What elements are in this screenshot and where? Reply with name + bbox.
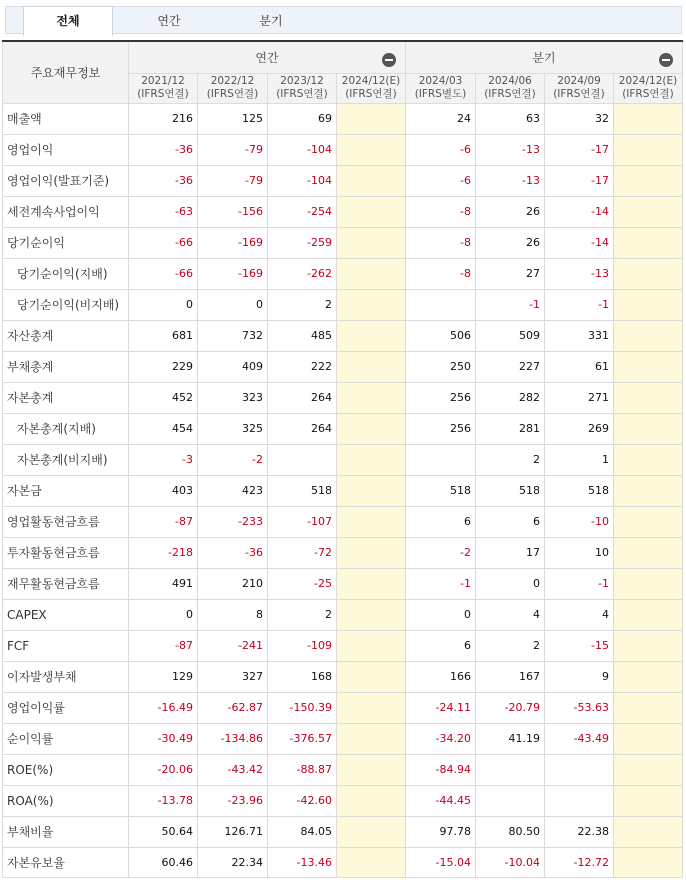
value-cell <box>614 320 683 351</box>
value-cell <box>268 444 337 475</box>
value-cell: -66 <box>129 258 198 289</box>
value-cell <box>337 692 406 723</box>
table-row <box>3 227 683 258</box>
value-cell: 24 <box>406 103 476 134</box>
table-row <box>3 506 683 537</box>
value-cell: -107 <box>268 506 337 537</box>
value-cell: 271 <box>545 382 614 413</box>
value-cell <box>614 444 683 475</box>
value-cell: -15 <box>545 630 614 661</box>
period-basis: (IFRS연결) <box>206 88 259 100</box>
collapse-annual-icon[interactable] <box>382 53 396 67</box>
value-cell: 6 <box>476 506 545 537</box>
value-cell <box>337 134 406 165</box>
table-row <box>3 165 683 196</box>
value-cell <box>476 754 545 785</box>
value-cell <box>406 444 476 475</box>
value-cell: 126.71 <box>198 816 268 847</box>
value-cell <box>614 227 683 258</box>
table-row <box>3 847 683 877</box>
value-cell <box>614 258 683 289</box>
value-cell: 97.78 <box>406 816 476 847</box>
value-cell <box>337 103 406 134</box>
value-cell <box>545 754 614 785</box>
value-cell: -218 <box>129 537 198 568</box>
period-basis: (IFRS연결) <box>484 88 536 100</box>
value-cell: -1 <box>545 568 614 599</box>
value-cell: -42.60 <box>268 785 337 816</box>
value-cell <box>614 630 683 661</box>
value-cell <box>614 475 683 506</box>
value-cell <box>614 847 683 877</box>
tab-annual[interactable]: 연간 <box>157 14 181 28</box>
table-row <box>3 661 683 692</box>
value-cell: -104 <box>268 134 337 165</box>
value-cell: 485 <box>268 320 337 351</box>
value-cell: 323 <box>198 382 268 413</box>
value-cell: -6 <box>406 165 476 196</box>
value-cell: 50.64 <box>129 816 198 847</box>
value-cell <box>337 475 406 506</box>
value-cell: 32 <box>545 103 614 134</box>
table-row <box>3 351 683 382</box>
value-cell: 129 <box>129 661 198 692</box>
value-cell: 10 <box>545 537 614 568</box>
value-cell: -13 <box>545 258 614 289</box>
value-cell <box>614 537 683 568</box>
value-cell: 216 <box>129 103 198 134</box>
row-label: 영업이익 <box>3 134 129 165</box>
row-label: 당기순이익 <box>3 227 129 258</box>
value-cell <box>337 785 406 816</box>
value-cell: -1 <box>545 289 614 320</box>
value-cell: -24.11 <box>406 692 476 723</box>
value-cell: 210 <box>198 568 268 599</box>
period-basis: (IFRS연결) <box>137 88 189 100</box>
value-cell: 227 <box>476 351 545 382</box>
row-label: CAPEX <box>3 599 129 630</box>
value-cell: -169 <box>198 227 268 258</box>
value-cell: -8 <box>406 227 476 258</box>
value-cell: 26 <box>476 196 545 227</box>
value-cell: 8 <box>198 599 268 630</box>
value-cell: 2 <box>268 289 337 320</box>
value-cell: 282 <box>476 382 545 413</box>
value-cell: -13.78 <box>129 785 198 816</box>
value-cell <box>614 103 683 134</box>
value-cell: -43.42 <box>198 754 268 785</box>
value-cell: -79 <box>198 134 268 165</box>
value-cell: -15.04 <box>406 847 476 877</box>
value-cell: 264 <box>268 382 337 413</box>
row-label: 매출액 <box>3 103 129 134</box>
table-row <box>3 599 683 630</box>
row-label: 자본총계(지배) <box>3 413 129 444</box>
row-label: 영업이익률 <box>3 692 129 723</box>
value-cell: 4 <box>545 599 614 630</box>
value-cell: 6 <box>406 630 476 661</box>
financial-summary-table <box>2 40 683 878</box>
value-cell: -134.86 <box>198 723 268 754</box>
value-cell <box>614 754 683 785</box>
value-cell <box>337 227 406 258</box>
row-label: 자본총계 <box>3 382 129 413</box>
value-cell <box>337 630 406 661</box>
value-cell: -44.45 <box>406 785 476 816</box>
row-label: ROA(%) <box>3 785 129 816</box>
value-cell <box>406 289 476 320</box>
value-cell <box>337 816 406 847</box>
value-cell: -10 <box>545 506 614 537</box>
value-cell: -88.87 <box>268 754 337 785</box>
period-header <box>545 73 614 103</box>
value-cell: 256 <box>406 413 476 444</box>
value-cell: -72 <box>268 537 337 568</box>
value-cell <box>337 320 406 351</box>
table-row <box>3 444 683 475</box>
value-cell: -62.87 <box>198 692 268 723</box>
period-header <box>129 73 198 103</box>
value-cell: 327 <box>198 661 268 692</box>
value-cell: 518 <box>545 475 614 506</box>
table-row <box>3 785 683 816</box>
value-cell <box>545 785 614 816</box>
value-cell: 325 <box>198 413 268 444</box>
row-label: 순이익률 <box>3 723 129 754</box>
value-cell <box>337 568 406 599</box>
value-cell: -13.46 <box>268 847 337 877</box>
period-date: 2024/06 <box>488 75 532 87</box>
period-date: 2024/12(E) <box>618 75 678 87</box>
value-cell: -16.49 <box>129 692 198 723</box>
value-cell: 269 <box>545 413 614 444</box>
row-label: 당기순이익(지배) <box>3 258 129 289</box>
value-cell: 509 <box>476 320 545 351</box>
value-cell: 256 <box>406 382 476 413</box>
value-cell: 732 <box>198 320 268 351</box>
period-basis: (IFRS연결) <box>622 88 674 100</box>
value-cell: -36 <box>129 165 198 196</box>
value-cell <box>614 165 683 196</box>
tab-all[interactable]: 전체 <box>23 6 113 36</box>
value-cell: -104 <box>268 165 337 196</box>
value-cell <box>337 847 406 877</box>
value-cell: -6 <box>406 134 476 165</box>
table-row <box>3 692 683 723</box>
value-cell <box>614 382 683 413</box>
value-cell <box>337 444 406 475</box>
value-cell: -10.04 <box>476 847 545 877</box>
value-cell: 63 <box>476 103 545 134</box>
period-header <box>406 73 476 103</box>
value-cell: -14 <box>545 196 614 227</box>
value-cell: 22.38 <box>545 816 614 847</box>
value-cell: 2 <box>268 599 337 630</box>
row-label: 부채비율 <box>3 816 129 847</box>
value-cell <box>337 754 406 785</box>
value-cell: -156 <box>198 196 268 227</box>
value-cell: -36 <box>129 134 198 165</box>
value-cell: -3 <box>129 444 198 475</box>
table-row <box>3 134 683 165</box>
value-cell: 168 <box>268 661 337 692</box>
value-cell: 409 <box>198 351 268 382</box>
value-cell <box>337 351 406 382</box>
quarter-group-header <box>406 41 683 73</box>
row-label: 영업활동현금흐름 <box>3 506 129 537</box>
value-cell <box>337 382 406 413</box>
value-cell: -36 <box>198 537 268 568</box>
row-label: 이자발생부채 <box>3 661 129 692</box>
table-row <box>3 413 683 444</box>
value-cell: 125 <box>198 103 268 134</box>
period-header <box>614 73 683 103</box>
value-cell: 518 <box>268 475 337 506</box>
period-basis: (IFRS연결) <box>553 88 605 100</box>
value-cell: -20.79 <box>476 692 545 723</box>
value-cell <box>614 599 683 630</box>
value-cell <box>337 196 406 227</box>
table-row <box>3 382 683 413</box>
value-cell: -79 <box>198 165 268 196</box>
value-cell <box>337 413 406 444</box>
value-cell: 41.19 <box>476 723 545 754</box>
value-cell <box>614 506 683 537</box>
value-cell: 0 <box>406 599 476 630</box>
value-cell: 229 <box>129 351 198 382</box>
period-date: 2024/09 <box>557 75 601 87</box>
value-cell: 491 <box>129 568 198 599</box>
value-cell: -1 <box>406 568 476 599</box>
value-cell: -66 <box>129 227 198 258</box>
value-cell: -241 <box>198 630 268 661</box>
value-cell: 80.50 <box>476 816 545 847</box>
period-basis: (IFRS별도) <box>414 88 467 100</box>
value-cell: 17 <box>476 537 545 568</box>
value-cell: 518 <box>406 475 476 506</box>
value-cell: -17 <box>545 165 614 196</box>
value-cell <box>337 537 406 568</box>
value-cell: -87 <box>129 630 198 661</box>
row-label: 자본유보율 <box>3 847 129 877</box>
period-header <box>476 73 545 103</box>
value-cell: -23.96 <box>198 785 268 816</box>
value-cell: -376.57 <box>268 723 337 754</box>
value-cell: -1 <box>476 289 545 320</box>
value-cell <box>614 134 683 165</box>
value-cell: 166 <box>406 661 476 692</box>
value-cell <box>614 289 683 320</box>
table-row <box>3 289 683 320</box>
period-basis: (IFRS연결) <box>345 88 397 100</box>
value-cell: 84.05 <box>268 816 337 847</box>
value-cell: -17 <box>545 134 614 165</box>
value-cell <box>337 258 406 289</box>
row-label: 재무활동현금흐름 <box>3 568 129 599</box>
row-label: 자산총계 <box>3 320 129 351</box>
period-date: 2024/12(E) <box>341 75 401 87</box>
row-label: 세전계속사업이익 <box>3 196 129 227</box>
value-cell <box>337 723 406 754</box>
value-cell: 506 <box>406 320 476 351</box>
value-cell <box>337 506 406 537</box>
value-cell: 26 <box>476 227 545 258</box>
value-cell: 6 <box>406 506 476 537</box>
value-cell: -87 <box>129 506 198 537</box>
value-cell: 423 <box>198 475 268 506</box>
value-cell: 250 <box>406 351 476 382</box>
value-cell <box>614 723 683 754</box>
value-cell <box>614 351 683 382</box>
value-cell: 61 <box>545 351 614 382</box>
value-cell: -150.39 <box>268 692 337 723</box>
value-cell <box>614 785 683 816</box>
value-cell: -34.20 <box>406 723 476 754</box>
row-label: 당기순이익(비지배) <box>3 289 129 320</box>
period-header <box>198 73 268 103</box>
tab-strip <box>0 0 686 40</box>
value-cell: 0 <box>129 289 198 320</box>
value-cell: 452 <box>129 382 198 413</box>
value-cell: -254 <box>268 196 337 227</box>
value-cell: -109 <box>268 630 337 661</box>
value-cell: 1 <box>545 444 614 475</box>
value-cell <box>337 289 406 320</box>
value-cell <box>337 661 406 692</box>
row-label: FCF <box>3 630 129 661</box>
value-cell: 403 <box>129 475 198 506</box>
value-cell: -53.63 <box>545 692 614 723</box>
value-cell: 2 <box>476 444 545 475</box>
value-cell: 4 <box>476 599 545 630</box>
value-cell: -8 <box>406 196 476 227</box>
value-cell: -25 <box>268 568 337 599</box>
table-row <box>3 754 683 785</box>
annual-group-header <box>129 41 406 73</box>
table-row <box>3 537 683 568</box>
table-row <box>3 320 683 351</box>
value-cell: -262 <box>268 258 337 289</box>
value-cell: 222 <box>268 351 337 382</box>
table-row <box>3 475 683 506</box>
value-cell: 0 <box>198 289 268 320</box>
tab-quarter[interactable]: 분기 <box>259 14 283 28</box>
period-date: 2021/12 <box>141 75 185 87</box>
period-header <box>337 73 406 103</box>
table-row <box>3 196 683 227</box>
value-cell: -13 <box>476 165 545 196</box>
period-basis: (IFRS연결) <box>276 88 328 100</box>
value-cell: -63 <box>129 196 198 227</box>
value-cell: -2 <box>198 444 268 475</box>
value-cell: 681 <box>129 320 198 351</box>
table-row <box>3 630 683 661</box>
value-cell: 69 <box>268 103 337 134</box>
value-cell: -233 <box>198 506 268 537</box>
table-row <box>3 103 683 134</box>
period-date: 2022/12 <box>210 75 255 87</box>
value-cell: 27 <box>476 258 545 289</box>
value-cell: 0 <box>129 599 198 630</box>
value-cell: -8 <box>406 258 476 289</box>
value-cell <box>476 785 545 816</box>
value-cell <box>614 413 683 444</box>
value-cell: 454 <box>129 413 198 444</box>
annual-group-label: 연간 <box>255 50 279 65</box>
value-cell: 331 <box>545 320 614 351</box>
table-row <box>3 258 683 289</box>
row-label: ROE(%) <box>3 754 129 785</box>
table-row <box>3 568 683 599</box>
value-cell: 518 <box>476 475 545 506</box>
value-cell: -12.72 <box>545 847 614 877</box>
value-cell <box>614 692 683 723</box>
value-cell: -43.49 <box>545 723 614 754</box>
corner-header: 주요재무정보 <box>3 41 129 103</box>
quarter-group-label: 분기 <box>532 50 556 65</box>
value-cell: 9 <box>545 661 614 692</box>
value-cell: -84.94 <box>406 754 476 785</box>
row-label: 자본총계(비지배) <box>3 444 129 475</box>
value-cell <box>337 599 406 630</box>
table-row <box>3 723 683 754</box>
table-row <box>3 816 683 847</box>
value-cell: 60.46 <box>129 847 198 877</box>
period-date: 2024/03 <box>418 75 463 87</box>
value-cell <box>614 568 683 599</box>
value-cell: 281 <box>476 413 545 444</box>
value-cell: -14 <box>545 227 614 258</box>
value-cell: 2 <box>476 630 545 661</box>
value-cell: -2 <box>406 537 476 568</box>
collapse-quarter-icon[interactable] <box>659 53 673 67</box>
value-cell: -259 <box>268 227 337 258</box>
value-cell <box>614 661 683 692</box>
period-date: 2023/12 <box>280 75 324 87</box>
row-label: 자본금 <box>3 475 129 506</box>
value-cell: -30.49 <box>129 723 198 754</box>
period-header <box>268 73 337 103</box>
value-cell <box>337 165 406 196</box>
value-cell <box>614 196 683 227</box>
row-label: 영업이익(발표기준) <box>3 165 129 196</box>
row-label: 부채총계 <box>3 351 129 382</box>
value-cell: 264 <box>268 413 337 444</box>
value-cell: 0 <box>476 568 545 599</box>
value-cell: 167 <box>476 661 545 692</box>
value-cell: -13 <box>476 134 545 165</box>
value-cell: -20.06 <box>129 754 198 785</box>
value-cell: -169 <box>198 258 268 289</box>
row-label: 투자활동현금흐름 <box>3 537 129 568</box>
value-cell: 22.34 <box>198 847 268 877</box>
value-cell <box>614 816 683 847</box>
